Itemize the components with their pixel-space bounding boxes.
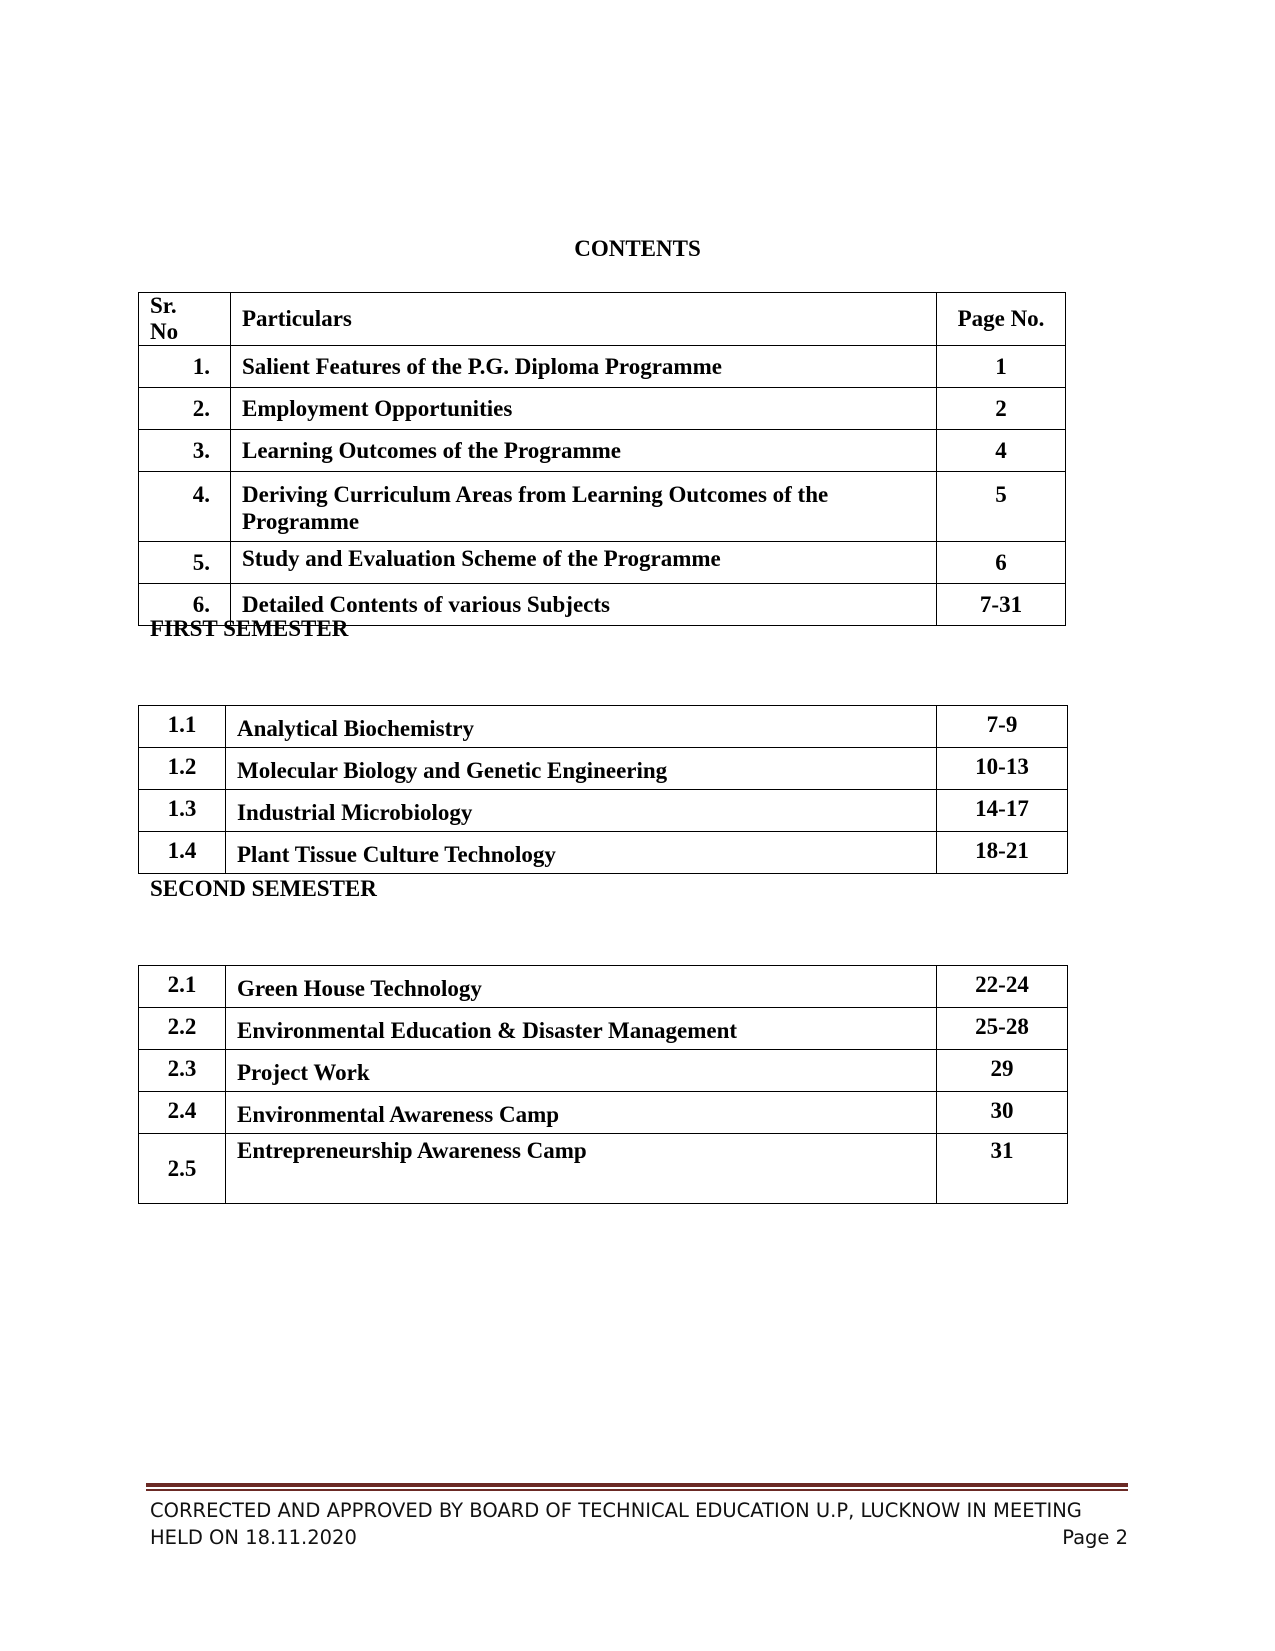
table-row xyxy=(139,1092,1068,1134)
row-page-no: 25-28 xyxy=(937,1008,1068,1050)
row-sr-no: 3. xyxy=(139,430,231,472)
row-particulars: Molecular Biology and Genetic Engineering xyxy=(226,748,937,790)
row-sr-no: 1.3 xyxy=(139,790,226,832)
row-particulars: Detailed Contents of various Subjects xyxy=(231,584,937,626)
page-number: Page 2 xyxy=(1062,1526,1128,1549)
row-sr-no: 2.5 xyxy=(139,1134,226,1204)
table-row xyxy=(139,790,1068,832)
row-particulars: Learning Outcomes of the Programme xyxy=(231,430,937,472)
footer-meeting-date: HELD ON 18.11.2020 xyxy=(150,1526,357,1549)
row-particulars: Employment Opportunities xyxy=(231,388,937,430)
table-row xyxy=(139,430,1066,472)
row-page-no: 2 xyxy=(937,388,1066,430)
row-particulars: Study and Evaluation Scheme of the Programme xyxy=(231,542,937,584)
header-sr-no: Sr. No xyxy=(139,293,231,346)
table-row xyxy=(139,1134,1068,1204)
table-row xyxy=(139,472,1066,542)
row-sr-no: 1.1 xyxy=(139,706,226,748)
row-sr-no: 1. xyxy=(139,346,231,388)
row-particulars: Project Work xyxy=(226,1050,937,1092)
table-header-row xyxy=(139,293,1066,346)
row-particulars: Entrepreneurship Awareness Camp xyxy=(226,1134,937,1204)
row-sr-no: 2.4 xyxy=(139,1092,226,1134)
row-particulars: Deriving Curriculum Areas from Learning Outcomes of the Programme xyxy=(231,472,937,542)
table-row xyxy=(139,966,1068,1008)
page-footer xyxy=(150,1497,1128,1551)
row-sr-no: 2.2 xyxy=(139,1008,226,1050)
row-page-no: 31 xyxy=(937,1134,1068,1204)
contents-table xyxy=(138,292,1066,626)
page-title: CONTENTS xyxy=(574,236,701,261)
footer-divider xyxy=(146,1483,1128,1487)
footer-approval-line: CORRECTED AND APPROVED BY BOARD OF TECHNICAL EDUCATION U.P, LUCKNOW IN MEETING xyxy=(150,1499,1082,1522)
row-sr-no: 2.3 xyxy=(139,1050,226,1092)
row-page-no: 22-24 xyxy=(937,966,1068,1008)
footer-second-row xyxy=(150,1524,1128,1551)
row-page-no: 7-9 xyxy=(937,706,1068,748)
row-page-no: 14-17 xyxy=(937,790,1068,832)
second-semester-table xyxy=(138,965,1068,1204)
table-row xyxy=(139,388,1066,430)
row-sr-no: 2.1 xyxy=(139,966,226,1008)
table-row xyxy=(139,832,1068,874)
row-sr-no: 1.2 xyxy=(139,748,226,790)
row-page-no: 7-31 xyxy=(937,584,1066,626)
header-page-no: Page No. xyxy=(937,293,1066,346)
row-particulars: Industrial Microbiology xyxy=(226,790,937,832)
row-particulars: Analytical Biochemistry xyxy=(226,706,937,748)
row-page-no: 10-13 xyxy=(937,748,1068,790)
table-row xyxy=(139,542,1066,584)
row-sr-no: 6. xyxy=(139,584,231,626)
row-particulars: Salient Features of the P.G. Diploma Programme xyxy=(231,346,937,388)
table-row xyxy=(139,1050,1068,1092)
table-row xyxy=(139,346,1066,388)
row-sr-no: 1.4 xyxy=(139,832,226,874)
row-sr-no: 2. xyxy=(139,388,231,430)
row-particulars: Plant Tissue Culture Technology xyxy=(226,832,937,874)
row-page-no: 6 xyxy=(937,542,1066,584)
footer-divider-thin xyxy=(146,1489,1128,1491)
row-particulars: Environmental Awareness Camp xyxy=(226,1092,937,1134)
row-particulars: Green House Technology xyxy=(226,966,937,1008)
table-row xyxy=(139,706,1068,748)
table-row xyxy=(139,1008,1068,1050)
table-row xyxy=(139,748,1068,790)
header-particulars: Particulars xyxy=(231,293,937,346)
row-particulars: Environmental Education & Disaster Management xyxy=(226,1008,937,1050)
second-semester-heading: SECOND SEMESTER xyxy=(150,876,377,901)
row-page-no: 18-21 xyxy=(937,832,1068,874)
first-semester-heading: FIRST SEMESTER xyxy=(150,616,349,641)
row-page-no: 29 xyxy=(937,1050,1068,1092)
row-page-no: 1 xyxy=(937,346,1066,388)
row-sr-no: 5. xyxy=(139,542,231,584)
row-page-no: 5 xyxy=(937,472,1066,542)
row-page-no: 4 xyxy=(937,430,1066,472)
row-page-no: 30 xyxy=(937,1092,1068,1134)
row-sr-no: 4. xyxy=(139,472,231,542)
first-semester-table xyxy=(138,705,1068,874)
